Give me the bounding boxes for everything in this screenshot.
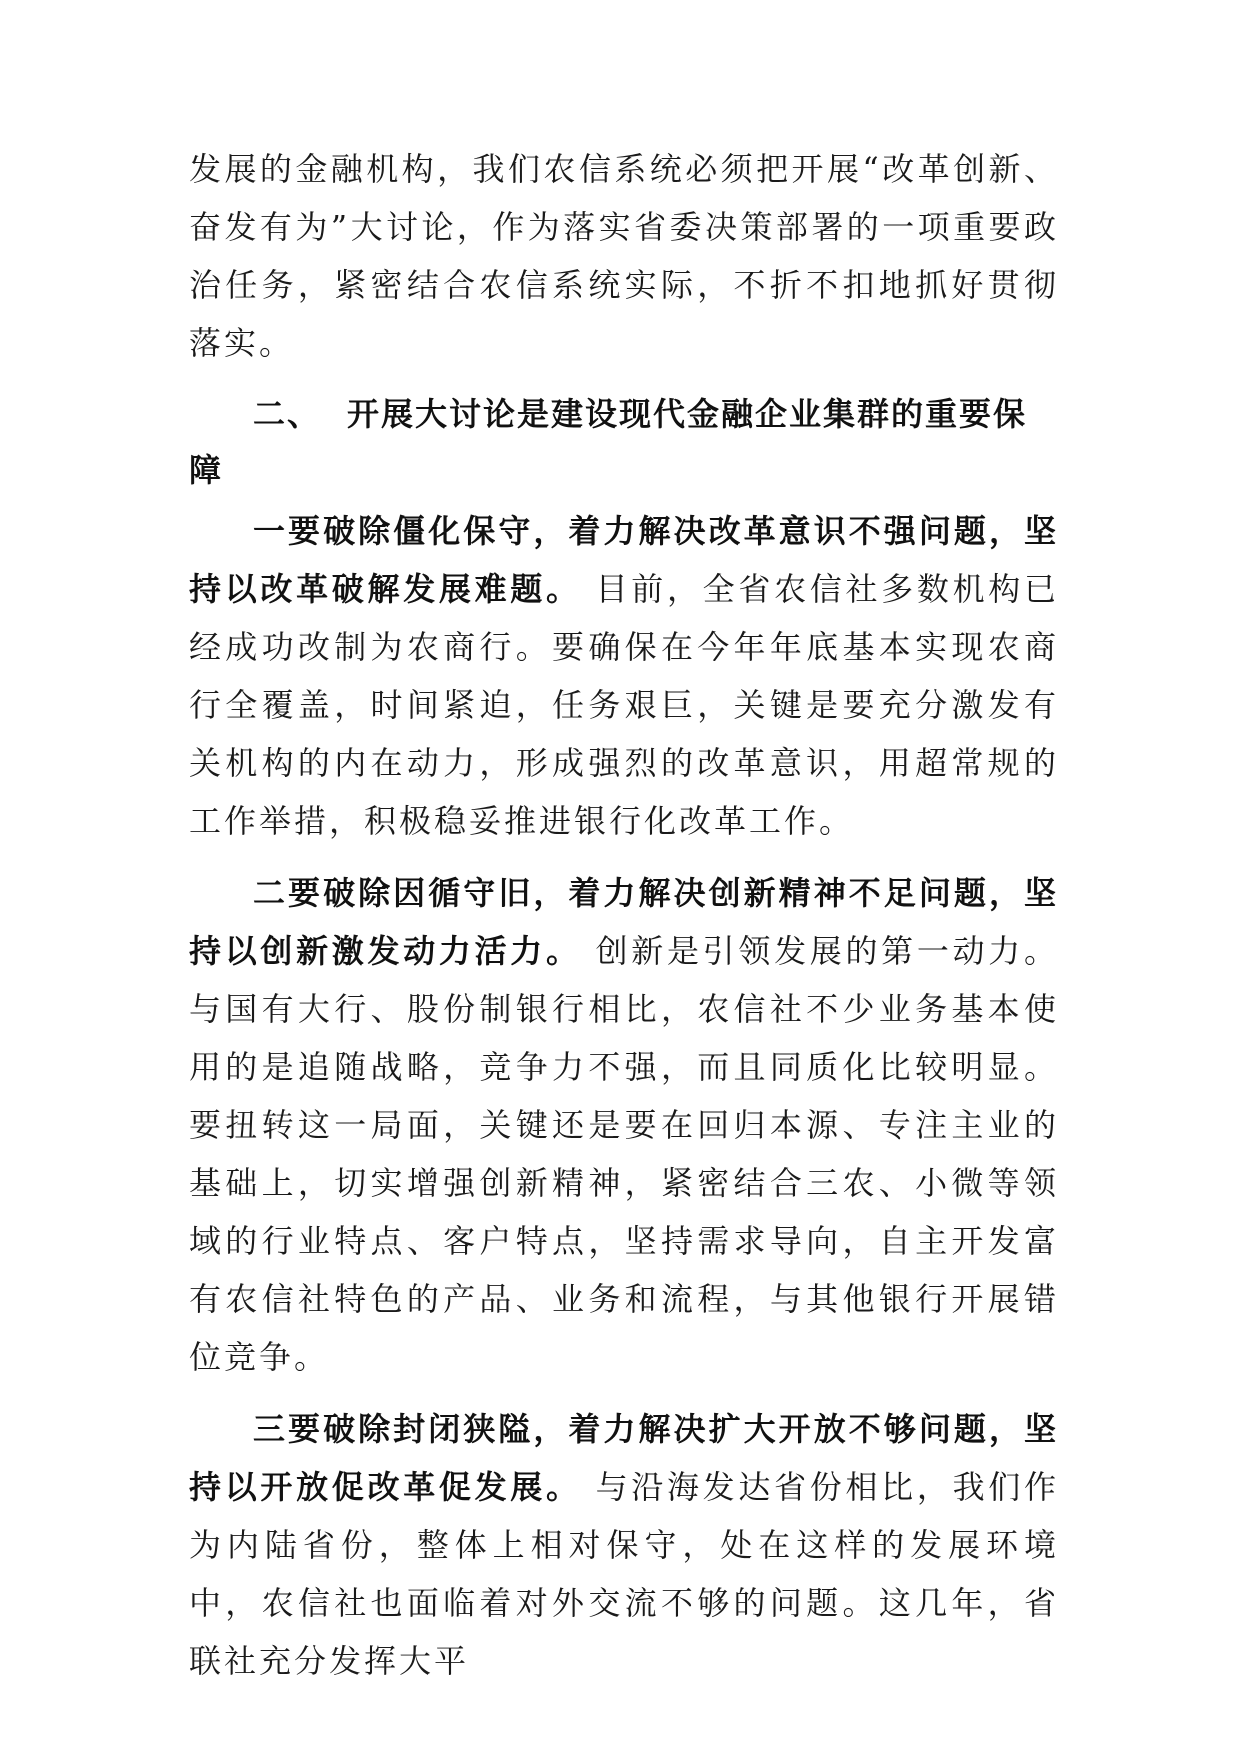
paragraph-2	[189, 864, 1059, 1386]
section-heading	[189, 386, 1059, 498]
paragraph-continued: 发展的金融机构，我们农信系统必须把开展“改革创新、奋发有为”大讨论，作为落实省委决策部署的一项重要政治任务，紧密结合农信系统实际，不折不扣地抓好贯彻落实。	[189, 150, 1059, 362]
paragraph-3-lead: 三要破除封闭狭隘，着力解决扩大开放不够问题，坚持以开放促改革促发展。	[189, 1410, 1059, 1506]
paragraph-1-lead: 一要破除僵化保守，着力解决改革意识不强问题，坚持以改革破解发展难题。	[189, 512, 1059, 608]
paragraph-3-body: 与沿海发达省份相比，我们作为内陆省份，整体上相对保守，处在这样的发展环境中，农信社也面临着对外交流不够的问题。这几年，省联社充分发挥大平	[189, 1468, 1059, 1680]
paragraph-1-body: 目前，全省农信社多数机构已经成功改制为农商行。要确保在今年年底基本实现农商行全覆盖，时间紧迫，任务艰巨，关键是要充分激发有关机构的内在动力，形成强烈的改革意识，用超常规的工作举措，积极稳妥推进银行化改革工作。	[189, 570, 1059, 840]
paragraph-2-body: 创新是引领发展的第一动力。与国有大行、股份制银行相比，农信社不少业务基本使用的是追随战略，竞争力不强，而且同质化比较明显。要扭转这一局面，关键还是要在回归本源、专注主业的基础上，切实增强创新精神，紧密结合三农、小微等领域的行业特点、客户特点，坚持需求导向，自主开发富有农信社特色的产品、业务和流程，与其他银行开展错位竞争。	[189, 932, 1059, 1376]
document-body	[189, 140, 1059, 1690]
section-number: 二、	[253, 395, 322, 433]
paragraph-3	[189, 1400, 1059, 1690]
paragraph-1	[189, 502, 1059, 850]
section-title: 开展大讨论是建设现代金融企业集群的重要保障	[189, 395, 1028, 489]
paragraph-2-lead: 二要破除因循守旧，着力解决创新精神不足问题，坚持以创新激发动力活力。	[189, 874, 1059, 970]
